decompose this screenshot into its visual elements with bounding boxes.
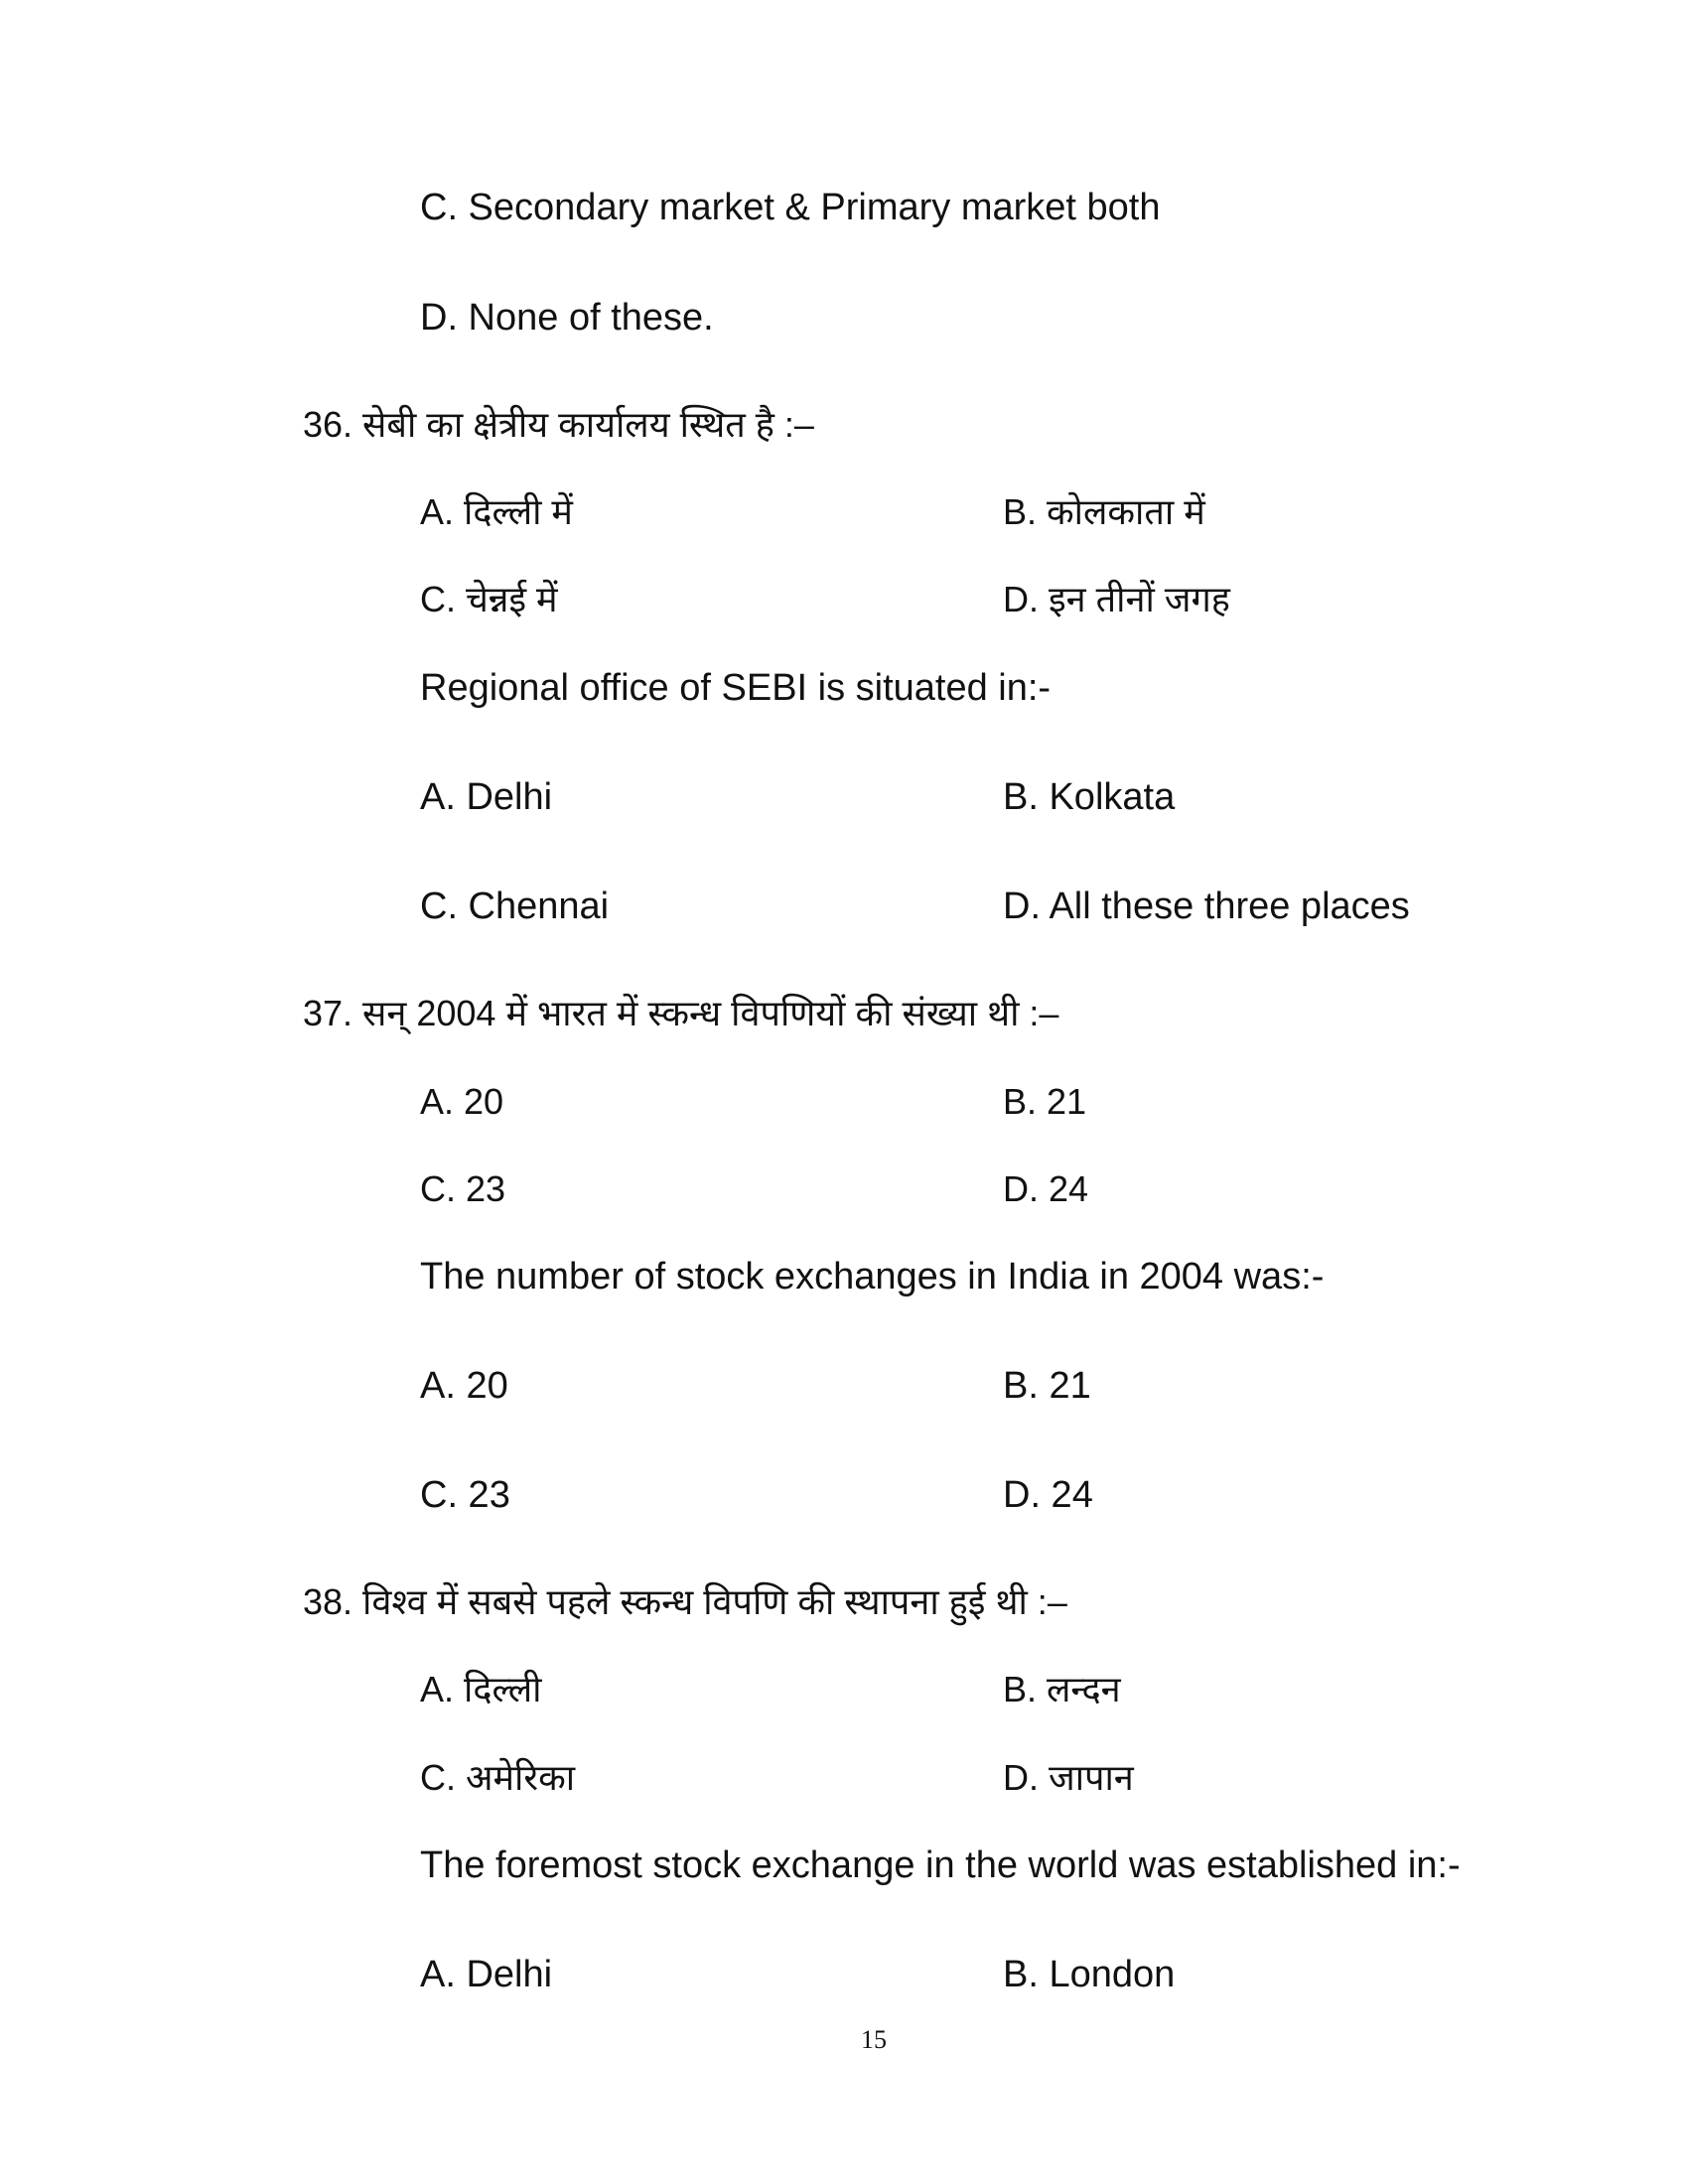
q38-hindi-option-a: A. दिल्ली [420, 1669, 542, 1709]
q38-english-option-b: B. London [1003, 1954, 1176, 1995]
q38-hindi-question: 38. विश्व में सबसे पहले स्कन्ध विपणि की स्थापना हुई थी :– [303, 1581, 1067, 1622]
q38-hindi-option-c: C. अमेरिका [420, 1757, 576, 1798]
q36-english-option-b: B. Kolkata [1003, 776, 1176, 818]
q37-hindi-question: 37. सन् 2004 में भारत में स्कन्ध विपणियों की संख्या थी :– [303, 993, 1059, 1033]
q36-english-option-a: A. Delhi [420, 776, 553, 818]
q36-hindi-option-c: C. चेन्नई में [420, 579, 558, 619]
q37-english-option-d: D. 24 [1003, 1474, 1093, 1516]
q37-english-question: The number of stock exchanges in India in 2004 was:- [420, 1256, 1325, 1297]
q38-english-question: The foremost stock exchange in the world was established in:- [420, 1844, 1461, 1886]
q36-hindi-option-b: B. कोलकाता में [1003, 491, 1205, 532]
q36-english-option-c: C. Chennai [420, 886, 610, 927]
q37-english-option-c: C. 23 [420, 1474, 510, 1516]
q38-hindi-option-b: B. लन्दन [1003, 1669, 1121, 1709]
q36-hindi-option-d: D. इन तीनों जगह [1003, 579, 1230, 619]
q36-english-option-d: D. All these three places [1003, 886, 1410, 927]
q36-hindi-question: 36. सेबी का क्षेत्रीय कार्यालय स्थित है :– [303, 404, 814, 445]
q38-english-option-a: A. Delhi [420, 1954, 553, 1995]
q35-option-d: D. None of these. [420, 297, 714, 339]
q35-option-c: C. Secondary market & Primary market both [420, 187, 1161, 228]
page-number: 15 [861, 2025, 887, 2054]
q37-hindi-option-b: B. 21 [1003, 1081, 1087, 1122]
q37-hindi-option-d: D. 24 [1003, 1168, 1089, 1209]
q36-english-question: Regional office of SEBI is situated in:- [420, 667, 1052, 709]
q37-hindi-option-a: A. 20 [420, 1081, 504, 1122]
q38-hindi-option-d: D. जापान [1003, 1757, 1134, 1798]
q37-english-option-a: A. 20 [420, 1365, 508, 1407]
q37-english-option-b: B. 21 [1003, 1365, 1091, 1407]
q36-hindi-option-a: A. दिल्ली में [420, 491, 573, 532]
q37-hindi-option-c: C. 23 [420, 1168, 506, 1209]
